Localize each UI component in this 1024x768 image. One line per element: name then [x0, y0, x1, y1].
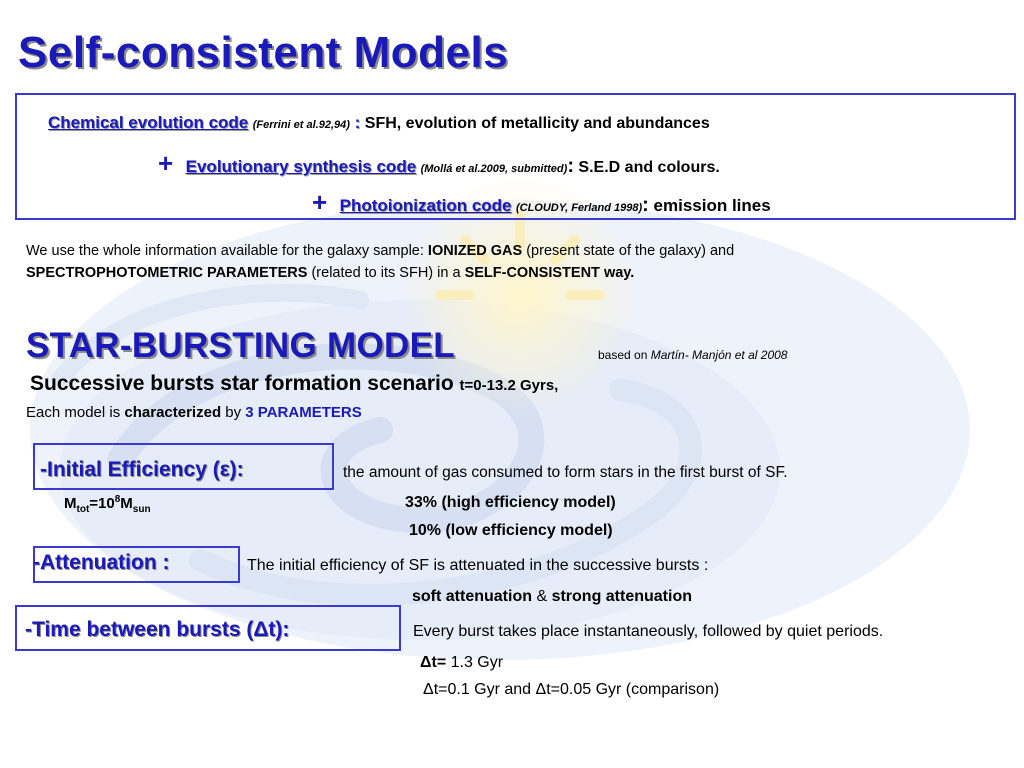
- intro-text: (present state of the galaxy) and: [522, 243, 735, 259]
- code-reference: (Mollá et al.2009, submitted): [420, 163, 568, 175]
- attenuation-description: The initial efficiency of SF is attenuated in the successive bursts :: [247, 557, 709, 574]
- strong-attenuation: strong attenuation: [551, 588, 692, 605]
- intro-bold: IONIZED GAS: [427, 243, 523, 259]
- mass-exponent: 8: [114, 494, 121, 505]
- comparison-values: Δt=0.1 Gyr and Δt=0.05 Gyr (comparison): [423, 681, 720, 698]
- code-separator: :: [349, 113, 361, 132]
- high-efficiency-value: 33% (high efficiency model): [405, 494, 616, 511]
- code-name: Evolutionary synthesis code: [185, 157, 417, 176]
- code-reference: (CLOUDY, Ferland 1998): [515, 202, 643, 214]
- charac-text: Each model is: [26, 404, 125, 421]
- model-heading: STAR-BURSTING MODEL: [26, 326, 455, 365]
- code-row-photoionization: [312, 187, 771, 218]
- code-description: emission lines: [648, 196, 771, 215]
- charac-text: by: [221, 404, 246, 421]
- charac-count: 3 PARAMETERS: [245, 404, 362, 421]
- scenario-time: t=0-13.2 Gyrs,: [459, 377, 559, 394]
- code-row-chemical: [48, 113, 710, 133]
- code-separator: :: [642, 194, 649, 216]
- charac-bold: characterized: [124, 404, 222, 421]
- plus-sign: +: [312, 187, 328, 217]
- scenario-line: [30, 372, 558, 396]
- mass-subscript: tot: [76, 504, 90, 515]
- mass-symbol: M: [120, 495, 133, 512]
- intro-text: (related to its SFH) in a: [307, 265, 465, 281]
- attenuation-label: -Attenuation :: [33, 551, 170, 574]
- code-description: SFH, evolution of metallicity and abundances: [360, 115, 710, 132]
- soft-attenuation: soft attenuation: [412, 588, 532, 605]
- based-citation: Martín- Manjón et al 2008: [650, 348, 788, 362]
- delta-t-value: [420, 654, 503, 672]
- scenario-text: Successive bursts star formation scenario: [30, 372, 460, 395]
- time-description: Every burst takes place instantaneously, followed by quiet periods.: [413, 623, 884, 640]
- parameters-intro: [26, 404, 362, 421]
- mass-equals: =10: [89, 495, 115, 512]
- ampersand: &: [532, 588, 552, 605]
- code-reference: (Ferrini et al.92,94): [252, 119, 350, 131]
- based-prefix: based on: [598, 348, 651, 362]
- mass-symbol: M: [64, 495, 77, 512]
- model-reference: [598, 348, 787, 362]
- intro-paragraph: [26, 240, 906, 284]
- intro-bold: SPECTROPHOTOMETRIC PARAMETERS: [26, 265, 308, 281]
- code-description: S.E.D and colours.: [573, 159, 720, 176]
- efficiency-label: -Initial Efficiency (ε):: [40, 458, 244, 481]
- code-name: Chemical evolution code: [48, 113, 249, 132]
- code-name: Photoionization code: [339, 196, 512, 215]
- intro-bold: SELF-CONSISTENT way.: [464, 265, 635, 281]
- attenuation-values: [412, 588, 692, 606]
- time-label: -Time between bursts (Δt):: [25, 618, 290, 641]
- code-row-synthesis: [158, 148, 720, 179]
- total-mass: [64, 494, 151, 515]
- mass-subscript: sun: [132, 504, 151, 515]
- delta-t-label: Δt=: [420, 654, 447, 671]
- delta-t-number: 1.3 Gyr: [446, 654, 504, 671]
- efficiency-description: the amount of gas consumed to form stars in the first burst of SF.: [343, 464, 788, 481]
- plus-sign: +: [158, 148, 174, 178]
- code-separator: :: [567, 155, 574, 177]
- intro-text: We use the whole information available for the galaxy sample:: [26, 243, 428, 259]
- slide-title: Self-consistent Models: [18, 28, 509, 77]
- low-efficiency-value: 10% (low efficiency model): [409, 522, 613, 539]
